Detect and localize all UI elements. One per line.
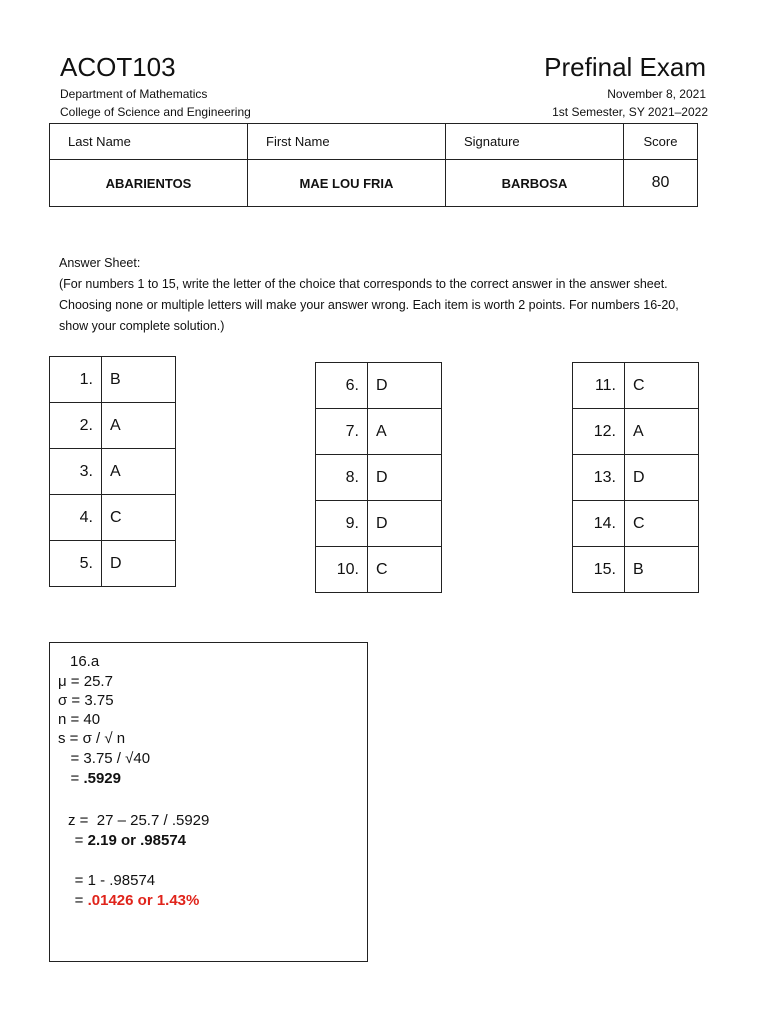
- answer-row: [316, 547, 442, 593]
- item-number: 7.: [316, 409, 368, 455]
- solution-box: [49, 642, 368, 962]
- item-number: 2.: [50, 403, 102, 449]
- s-result-line: [58, 770, 121, 788]
- first-name-value: MAE LOU FRIA: [248, 160, 446, 207]
- answer-row: [50, 495, 176, 541]
- header-signature: Signature: [446, 124, 624, 160]
- item-number: 3.: [50, 449, 102, 495]
- answer-table-2: [315, 362, 442, 593]
- item-answer: C: [368, 547, 442, 593]
- z-result: 2.19 or .98574: [87, 832, 187, 849]
- p-substitution-line: = 1 - .98574: [58, 872, 156, 889]
- answer-row: [573, 409, 699, 455]
- answer-row: [316, 501, 442, 547]
- item-answer: D: [625, 455, 699, 501]
- score-value: 80: [624, 160, 698, 207]
- answer-row: [50, 541, 176, 587]
- mu-line: μ = 25.7: [58, 673, 113, 690]
- item-answer: B: [625, 547, 699, 593]
- item-number: 12.: [573, 409, 625, 455]
- answer-row: [316, 409, 442, 455]
- signature-value: BARBOSA: [446, 160, 624, 207]
- p-result: .01426 or 1.43%: [87, 892, 200, 909]
- answer-row: [50, 357, 176, 403]
- item-number: 1.: [50, 357, 102, 403]
- header-score: Score: [624, 124, 698, 160]
- exam-title: Prefinal Exam: [544, 52, 706, 82]
- p-equals: =: [58, 892, 88, 909]
- s-result: .5929: [83, 770, 121, 787]
- item-answer: C: [625, 363, 699, 409]
- s-substitution-line: = 3.75 / √40: [58, 750, 151, 767]
- instructions-body: (For numbers 1 to 15, write the letter of the choice that corresponds to the correct answer in the answer sheet. Choosing none or multiple letters will make your answer wrong. Each item is worth 2 points. For numbers 16-20, show your complete solution.): [59, 277, 679, 333]
- answer-row: [573, 363, 699, 409]
- instructions: [59, 253, 709, 337]
- sigma-line: σ = 3.75: [58, 692, 114, 709]
- header-first-name: First Name: [248, 124, 446, 160]
- semester: 1st Semester, SY 2021–2022: [552, 105, 708, 119]
- answer-row: [316, 363, 442, 409]
- item-answer: A: [368, 409, 442, 455]
- item-answer: C: [102, 495, 176, 541]
- course-code: ACOT103: [60, 52, 176, 82]
- item-answer: C: [625, 501, 699, 547]
- exam-date: November 8, 2021: [607, 87, 706, 101]
- item-number: 13.: [573, 455, 625, 501]
- item-number: 11.: [573, 363, 625, 409]
- n-line: n = 40: [58, 711, 101, 728]
- answer-table-3: [572, 362, 699, 593]
- item-answer: A: [625, 409, 699, 455]
- item-answer: D: [368, 501, 442, 547]
- instructions-title: Answer Sheet:: [59, 256, 141, 270]
- last-name-value: ABARIENTOS: [50, 160, 248, 207]
- answer-row: [573, 455, 699, 501]
- item-answer: A: [102, 449, 176, 495]
- z-result-line: [58, 832, 186, 850]
- item-number: 4.: [50, 495, 102, 541]
- s-equals: =: [58, 770, 84, 787]
- student-info-table: [49, 123, 698, 207]
- item-number: 8.: [316, 455, 368, 501]
- answer-table-1: [49, 356, 176, 587]
- solution-label: 16.a: [70, 653, 100, 670]
- item-number: 5.: [50, 541, 102, 587]
- item-answer: B: [102, 357, 176, 403]
- item-answer: D: [368, 363, 442, 409]
- z-equals: =: [58, 832, 88, 849]
- item-number: 14.: [573, 501, 625, 547]
- college: College of Science and Engineering: [60, 105, 251, 119]
- item-number: 15.: [573, 547, 625, 593]
- item-number: 6.: [316, 363, 368, 409]
- answer-row: [50, 449, 176, 495]
- answer-row: [316, 455, 442, 501]
- answer-row: [50, 403, 176, 449]
- item-number: 9.: [316, 501, 368, 547]
- p-result-line: [58, 892, 199, 910]
- z-formula-line: z = 27 – 25.7 / .5929: [68, 812, 210, 829]
- item-answer: D: [368, 455, 442, 501]
- s-formula-line: s = σ / √ n: [58, 730, 126, 747]
- department: Department of Mathematics: [60, 87, 208, 101]
- item-answer: A: [102, 403, 176, 449]
- answer-row: [573, 547, 699, 593]
- item-answer: D: [102, 541, 176, 587]
- header-last-name: Last Name: [50, 124, 248, 160]
- item-number: 10.: [316, 547, 368, 593]
- answer-row: [573, 501, 699, 547]
